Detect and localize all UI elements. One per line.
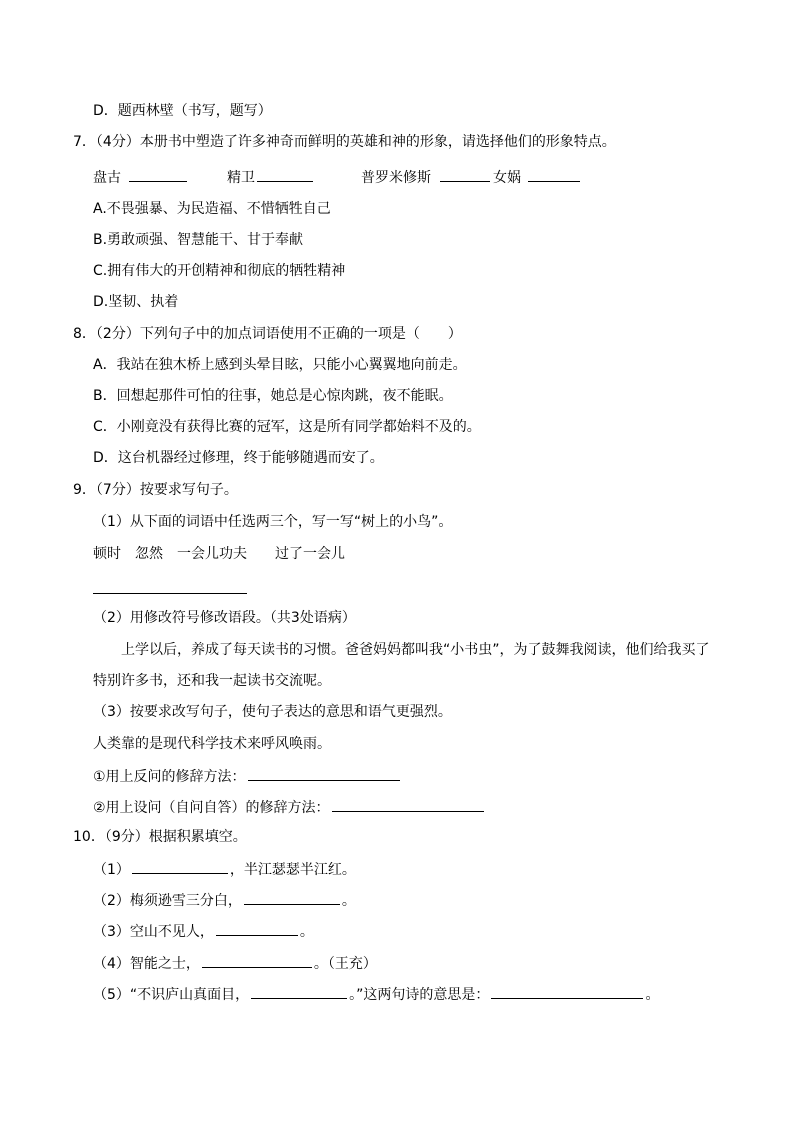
q7-name-jingwei: 精卫 [227, 170, 255, 186]
q10-item2 [93, 890, 356, 910]
q9-stem: 9．（7分）按要求写句子。 [73, 482, 238, 498]
q6-option-d: D．题西林壁（书写，题写） [93, 103, 272, 119]
q10-item1-prefix: （1） [93, 862, 130, 878]
q10-item4-suffix: 。（王充） [313, 956, 377, 972]
q10-item2-blank[interactable] [244, 890, 340, 905]
q10-item3 [93, 921, 314, 941]
q9-paragraph-line1: 上学以后，养成了每天读书的习惯。爸爸妈妈都叫我“小书虫”，为了鼓舞我阅读，他们给我买了 [121, 642, 710, 658]
q10-item1 [93, 859, 356, 879]
q7-name-nuwa: 女娲 [493, 170, 521, 186]
q9-part2: （2）用修改符号修改语段。（共3处语病） [93, 610, 356, 626]
q7-name-prometheus-wrap [361, 167, 492, 187]
q10-item4-prefix: （4）智能之士， [93, 956, 200, 972]
q8-option-a: A．我站在独木桥上感到头晕目眩，只能小心翼翼地向前走。 [93, 357, 467, 373]
q9-part1: （1）从下面的词语中任选两三个，写一写“树上的小鸟”。 [93, 514, 453, 530]
q7-name-prometheus: 普罗米修斯 [361, 170, 431, 186]
q10-item3-blank[interactable] [216, 921, 298, 936]
q10-item4-blank[interactable] [202, 953, 312, 968]
q7-option-c: C.拥有伟大的开创精神和彻底的牺牲精神 [93, 263, 346, 279]
q10-item3-prefix: （3）空山不见人， [93, 924, 214, 940]
q9-paragraph-line2: 特别许多书，还和我一起读书交流呢。 [93, 673, 331, 689]
q10-item3-suffix: 。 [299, 924, 314, 940]
q7-name-jingwei-wrap [227, 167, 315, 187]
q10-item5 [93, 984, 659, 1004]
q9-rhetorical-label: ①用上反问的修辞方法： [93, 769, 246, 785]
q7-option-d: D.坚韧、执着 [93, 294, 179, 310]
q7-blank-prometheus[interactable] [440, 167, 490, 182]
q7-name-nuwa-wrap [493, 167, 582, 187]
q7-option-a: A.不畏强暴、为民造福、不惜牺牲自己 [93, 201, 331, 217]
q7-option-b: B.勇敢顽强、智慧能干、甘于奉献 [93, 232, 304, 248]
q10-item4 [93, 953, 377, 973]
q8-option-d: D．这台机器经过修理，终于能够随遇而安了。 [93, 450, 384, 466]
q10-item5-blank2[interactable] [491, 984, 643, 999]
q10-stem: 10．（9分）根据积累填空。 [73, 829, 247, 845]
q7-stem: 7．（4分）本册书中塑造了许多神奇而鲜明的英雄和神的形象，请选择他们的形象特点。 [73, 134, 616, 150]
q9-selfqa-row [93, 797, 486, 817]
q9-word-list: 顿时 忽然 一会儿功夫 过了一会儿 [93, 546, 345, 562]
q8-option-b: B．回想起那件可怕的往事，她总是心惊肉跳，夜不能眠。 [93, 388, 453, 404]
q10-item5-middle: 。”这两句诗的意思是： [349, 987, 490, 1003]
q10-item5-prefix: （5）“不识庐山真面目， [93, 987, 250, 1003]
q10-item5-blank1[interactable] [251, 984, 347, 999]
q9-part3: （3）按要求改写句子，使句子表达的意思和语气更强烈。 [93, 704, 452, 720]
q7-blank-jingwei[interactable] [257, 167, 313, 182]
q8-option-c: C．小刚竟没有获得比赛的冠军，这是所有同学都始料不及的。 [93, 419, 481, 435]
q9-answer-blank[interactable] [93, 592, 247, 594]
q10-item2-suffix: 。 [341, 893, 356, 909]
q9-selfqa-label: ②用上设问（自问自答）的修辞方法： [93, 800, 330, 816]
q10-item5-suffix: 。 [645, 987, 660, 1003]
q9-sentence: 人类靠的是现代科学技术来呼风唤雨。 [93, 736, 331, 752]
q7-names-row [93, 167, 189, 187]
q7-name-pangu: 盘古 [93, 170, 121, 186]
q9-selfqa-blank[interactable] [332, 797, 484, 812]
q9-rhetorical-row [93, 766, 402, 786]
q9-rhetorical-blank[interactable] [248, 766, 400, 781]
q10-item1-blank[interactable] [132, 859, 228, 874]
q10-item1-suffix: ，半江瑟瑟半江红。 [229, 862, 356, 878]
q7-blank-pangu[interactable] [129, 167, 187, 182]
q8-stem: 8．（2分）下列句子中的加点词语使用不正确的一项是（ ） [73, 326, 462, 342]
q7-blank-nuwa[interactable] [528, 167, 580, 182]
q10-item2-prefix: （2）梅须逊雪三分白， [93, 893, 242, 909]
